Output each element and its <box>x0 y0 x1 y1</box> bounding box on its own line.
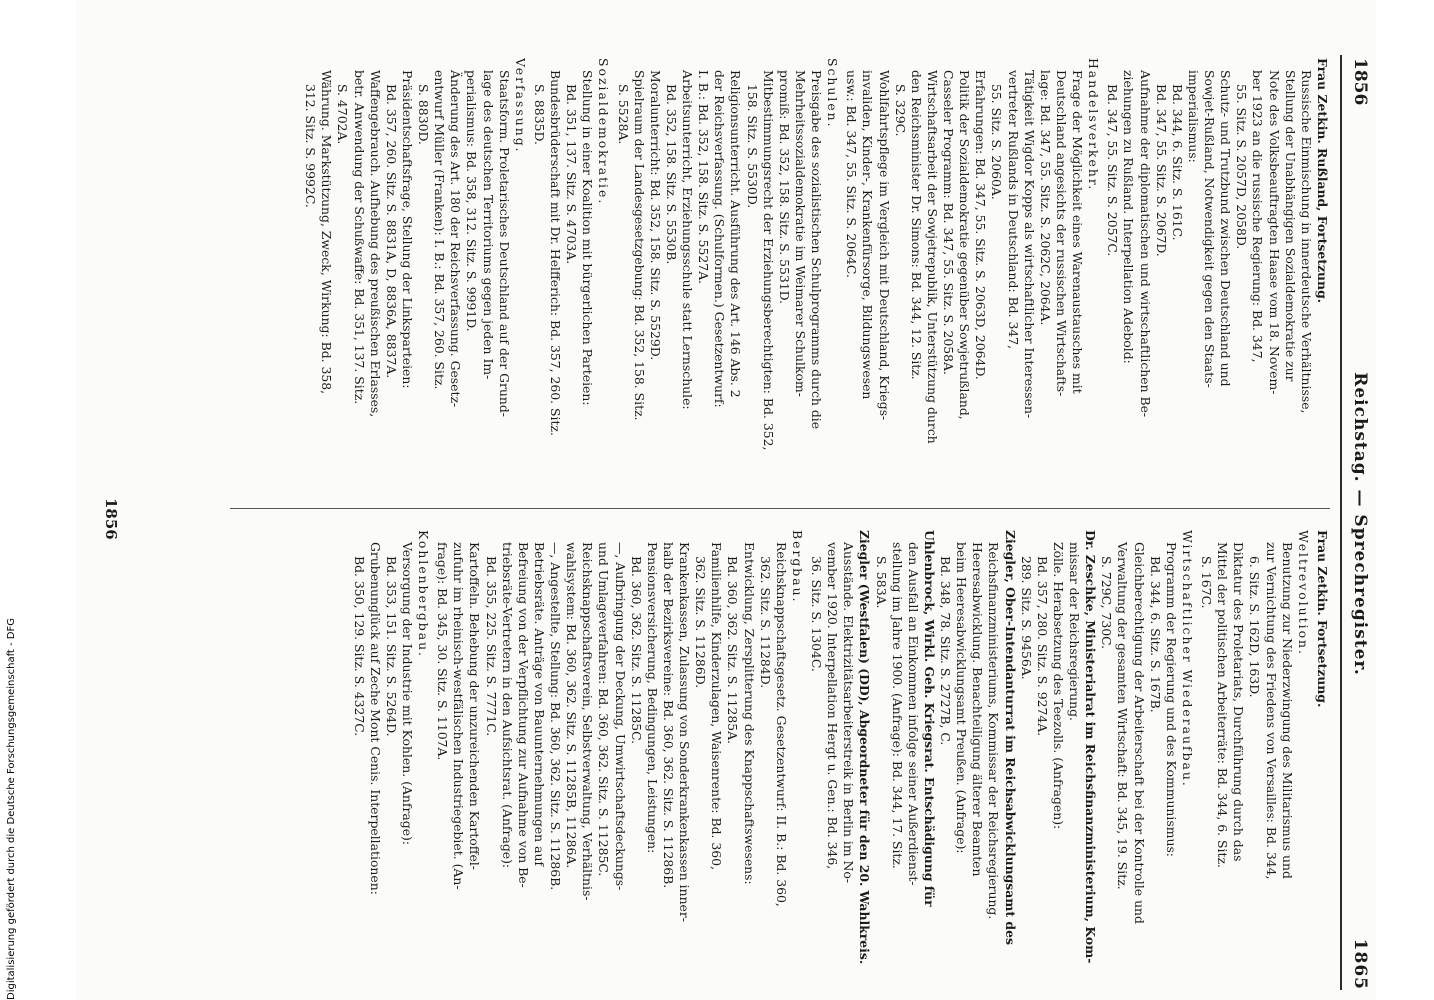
register-line: Casseler Programm: Bd. 347, 55. Sitz. S. 2058A. <box>941 70 957 375</box>
register-line: ber 1923 an die russische Regierung: Bd. 347, <box>1250 70 1266 363</box>
register-line: beim Heeresabwicklungsamt Preußen. (Anfrage): <box>954 542 970 854</box>
register-line: Bundesbrüderschaft mit Dr. Helfferich: Bd. 357, 260. Sitz. <box>548 70 564 436</box>
register-line: Ausstände. Elektrizitätsarbeiterstreik in Berlin im No- <box>841 542 857 884</box>
register-line: Spielraum der Landesgesetzgebung: Bd. 352, 158. Sitz. <box>631 70 647 421</box>
register-line: Reichsfinanzministeriums, Kommissar der Reichsregierung. <box>986 542 1002 920</box>
register-line: der Reichsverfassung. (Schulformen.) Gesetzentwurf: <box>712 70 728 408</box>
register-line: Bd. 350, 129. Sitz. S. 4327C. <box>351 556 367 737</box>
register-line: Grubenunglück auf Zeche Mont Cenis. Interpellationen: <box>367 542 383 895</box>
register-line: Wirtschaftlicher Wiederaufbau. <box>1180 530 1195 788</box>
register-line: Krankenkassen, Zulassung von Sonderkrankenkassen inner- <box>677 542 693 923</box>
register-line: Weltrevolution. <box>1295 530 1311 656</box>
register-line: ziehungen zu Rußland. Interpellation Adebold: <box>1121 70 1137 364</box>
register-line: triebsräte-Vertretern in den Aufsichtsrat. (Anfrage): <box>499 542 515 869</box>
register-line: Uhlenbrock, Wirkl. Geh. Kriegsrat. Entschädigung für <box>922 530 937 907</box>
register-line: Heeresabwicklung. Benachteiligung älterer Beamten <box>970 542 986 877</box>
register-line: den Reichsminister Dr. Simons: Bd. 344, 12. Sitz. <box>908 70 924 380</box>
scanned-page <box>76 0 1376 1000</box>
header-title: Reichstag. — Sprechregister. 1865 <box>1350 372 1370 990</box>
register-line: Bd. 360, 362. Sitz. S. 11285C. <box>628 556 644 745</box>
register-line: I. B.: Bd. 352, 158. Sitz. S. 5527A. <box>696 70 712 285</box>
register-line: Bd. 352, 158. Sitz. S. 5530B. <box>664 84 679 265</box>
register-line: entwurf Müller (Franken): I. B.: Bd. 357, 260. Sitz. <box>432 70 448 390</box>
register-line: lage: Bd. 347, 55. Sitz. S. 2062C, 2064A. <box>1037 70 1053 326</box>
register-line: Bd. 347, 55. Sitz. S. 2057C. <box>1105 84 1121 257</box>
register-line: S. 8830D. <box>416 84 432 145</box>
register-line: Politik der Sozialdemokratie gegenüber Sowjetrußland, <box>957 70 973 420</box>
header-page-number-left: 1856 <box>1350 58 1370 106</box>
register-line: frage): Bd. 345, 30. Sitz. S. 1107A. <box>435 542 451 761</box>
register-line: S. 8835D. <box>532 84 547 145</box>
register-line: Bd. 351, 137. Sitz. S. 4703A. <box>564 84 580 265</box>
register-line: 6. Sitz. S. 162D, 163D. <box>1247 556 1263 698</box>
register-line: Tätigkeit Wigdor Kopps als wirtschaftlicher Interessen- <box>1021 70 1037 419</box>
register-line: Mittel der politischen Arbeiterräte: Bd. 344, 6. Sitz. <box>1215 542 1231 868</box>
register-line: Versorgung der Industrie mit Kohlen. (Anfrage): <box>400 542 415 846</box>
register-line: Aufnahme der diplomatischen und wirtschaftlichen Be- <box>1137 70 1153 418</box>
register-line: missar der Reichsregierung. <box>1067 542 1083 721</box>
register-line: vember 1920. Interpellation Hergt u. Gen.: Bd. 346, <box>825 542 841 870</box>
register-line: Schutz- und Trutzbund zwischen Deutschland und <box>1218 70 1234 387</box>
register-line: Befreiung von der Verpflichtung zur Aufnahme von Be- <box>515 542 531 888</box>
register-line: Bd. 360, 362. Sitz. S. 11285A. <box>725 556 741 745</box>
register-line: wahlsystem: Bd. 360, 362. Sitz. S. 11285B, 11286A. <box>564 542 580 869</box>
register-line: Ziegler (Westfalen) (DD), Abgeordneter für den 20. Wahlkreis. <box>857 530 873 965</box>
register-line: Religionsunterricht. Ausführung des Art. 146 Abs. 2 <box>728 70 744 398</box>
register-line: Bd. 357, 260. Sitz. S. 8831A, D, 8836A, 8837A. <box>383 84 399 379</box>
register-line: 55. Sitz. S. 2057D, 2058D. <box>1234 84 1250 250</box>
register-line: Kartoffeln. Behebung der unzureichenden Kartoffel- <box>467 542 483 870</box>
register-line: 55. Sitz. S. 2060A. <box>989 84 1005 200</box>
register-line: Waffengebrauch. Aufhebung des preußischen Erlasses, <box>367 70 383 418</box>
page-header <box>1344 58 1372 990</box>
register-line: Verwaltung der gesamten Wirtschaft: Bd. 345, 19. Sitz. <box>1115 542 1131 890</box>
footer-page-number: 1856 <box>102 498 120 540</box>
register-line: Bd. 355, 225. Sitz. S. 7771C. <box>483 556 499 737</box>
register-line: S. 167C. <box>1199 556 1215 609</box>
register-line: Bd. 348, 78. Sitz. S. 2727B, C. <box>938 556 954 746</box>
register-line: Programm der Regierung und des Kommunismus: <box>1163 542 1179 857</box>
register-line: Währung. Markstützung, Zweck, Wirkung: Bd. 358, <box>319 70 335 395</box>
register-line: Familienhilfe, Kinderzulagen, Waisenrente: Bd. 360, <box>709 542 725 871</box>
register-line: Benutzung zur Niederzwingung des Militarismus und <box>1279 542 1295 879</box>
register-line: Entwicklung, Zersplitterung des Knappschaftswesens: <box>741 542 757 885</box>
left-column <box>130 58 1330 506</box>
register-line: Sozialdemokratie. <box>596 58 612 206</box>
register-line: imperialismus: <box>1186 70 1201 163</box>
register-line: Wirtschaftsarbeit der Sowjetrepublik, Unterstützung durch <box>925 70 940 444</box>
register-line: Frau Zetkin. Fortsetzung. <box>1315 530 1330 708</box>
register-line: Präsidentschaftsfrage, Stellung der Linksparteien: <box>400 70 415 389</box>
register-line: Kohlenbergbau. <box>416 530 432 658</box>
column-divider <box>230 508 1330 509</box>
register-line: betr. Anwendung der Schußwaffe: Bd. 351, 137. Sitz. <box>351 70 367 405</box>
register-line: S. 729C, 730C. <box>1099 556 1115 650</box>
register-line: Russische Einmischung in innerdeutsche Verhältnisse, <box>1298 70 1314 414</box>
right-column <box>130 530 1330 978</box>
register-line: S. 329C. <box>892 84 908 137</box>
register-line: Reichsknappschaftsgesetz. Gesetzentwurf: II. B.: Bd. 360, <box>773 542 789 907</box>
register-line: Arbeitsunterricht, Erziehungsschule statt Lernschule: <box>680 70 696 410</box>
register-line: Mitbestimmungsrecht der Erziehungsberechtigten: Bd. 352, <box>760 70 776 451</box>
register-line: Diktatur des Proletariats, Durchführung durch das <box>1231 542 1247 862</box>
register-line: Stellung der Unabhängigen Sozialdemokratie zur <box>1282 70 1298 382</box>
register-line: Frau Zetkin. Rußland, Fortsetzung. <box>1315 58 1330 304</box>
register-line: S. 583A. <box>873 556 889 609</box>
header-rule <box>1340 55 1342 990</box>
register-line: Erfahrungen: Bd. 347, 55. Sitz. S. 2063D, 2064D. <box>973 70 989 380</box>
register-line: Bd. 353, 151. Sitz. S. 5264D. <box>383 556 399 737</box>
register-line: 36. Sitz. S. 1304C. <box>809 556 825 672</box>
register-line: 158. Sitz. S. 5530D. <box>744 84 760 209</box>
header-page-number-right: 1865 <box>1350 938 1370 990</box>
register-line: Handelsverkehr. <box>1086 58 1102 192</box>
register-line: zur Vernichtung des Friedens von Versailles: Bd. 344, <box>1263 542 1279 880</box>
register-line: Pensionsversicherung, Bedingungen, Leistungen: <box>644 542 660 854</box>
register-line: Zölle. Herabsetzung des Teezolls. (Anfragen): <box>1051 542 1066 830</box>
register-line: und Umlageverfahren: Bd. 360, 362. Sitz. S. 11285C. <box>596 542 612 877</box>
register-line: Preisgabe des sozialistischen Schulprogramms durch die <box>809 70 825 430</box>
digitization-credit: Digitalisierung gefördert durch die Deutsche Forschungsgemeinschaft - DFG <box>6 617 17 1000</box>
register-line: S. 5528A. <box>615 84 631 145</box>
register-line: Frage der Möglichkeit eines Warenaustausches mit <box>1070 70 1086 394</box>
register-line: zufuhr im rheinisch-westfälischen Industriegebiet. (An- <box>451 542 467 890</box>
register-line: den Ausfall an Einkommen infolge seiner Außerdienst- <box>905 542 921 886</box>
register-line: invaliden, Kinder-, Krankenfürsorge, Bildungswesen <box>860 70 876 400</box>
register-line: promiß: Bd. 352, 158. Sitz. S. 5531D. <box>776 70 792 305</box>
register-line: Verfassung. <box>512 58 528 154</box>
register-line: Betriebsräte. Anträge von Bauunternehmungen auf <box>532 542 547 867</box>
register-line: Bd. 344, 6. Sitz. S. 167B. <box>1147 556 1163 713</box>
register-line: Bd. 347, 55. Sitz. S. 2067D. <box>1153 84 1169 257</box>
register-line: Schulen. <box>825 58 841 129</box>
register-line: Note des Volksbeauftragten Haase vom 18. Novem- <box>1266 70 1282 395</box>
register-line: Änderung des Art. 180 der Reichsverfassung. Gesetz- <box>448 70 464 408</box>
register-line: halb der Bezirksvereine: Bd. 360, 362. Sitz. S. 11286B. <box>661 542 676 889</box>
register-line: 362. Sitz. S. 11286D. <box>693 556 709 689</box>
register-line: Bd. 357, 280. Sitz. S. 9274A. <box>1034 556 1050 737</box>
register-line: 312. Sitz. S. 9992C. <box>303 84 319 208</box>
register-line: 289. Sitz. S. 9456A. <box>1018 556 1034 680</box>
register-line: Dr. Zeschke, Ministerialrat im Reichsfinanzministerium, Kom- <box>1083 530 1099 964</box>
register-line: Stellung in einer Koalition mit bürgerlichen Parteien: <box>580 70 596 406</box>
register-line: vertreter Rußlands in Deutschland: Bd. 347, <box>1005 70 1021 350</box>
register-line: Moralunterricht: Bd. 352, 158. Sitz. S. 5529D. <box>647 70 663 361</box>
register-line: Ziegler, Ober-Intendanturrat im Reichsabwicklungsamt des <box>1002 530 1018 945</box>
register-line: Bd. 344, 6. Sitz. S. 161C. <box>1169 84 1185 241</box>
register-line: S. 4702A. <box>335 84 351 145</box>
register-line: Reichsknappschaftsverein, Selbstverwaltung, Verhältnis- <box>580 542 596 901</box>
register-line: Mehrheitssozialdemokratie im Weimarer Schulkom- <box>793 70 808 397</box>
register-line: Gleichberechtigung der Arbeiterschaft bei der Kontrolle und <box>1131 542 1147 924</box>
register-line: lage des deutschen Territoriums gegen jeden Im- <box>480 70 496 380</box>
register-line: stellung im Jahre 1900. (Anfrage): Bd. 344, 17. Sitz. <box>889 542 905 869</box>
page-footer <box>86 58 126 990</box>
register-line: Deutschland angesichts der russischen Wirtschafts- <box>1054 70 1069 397</box>
register-line: Sowjet-Rußland, Notwendigkeit gegen den Staats- <box>1202 70 1218 388</box>
register-line: perialismus: Bd. 358, 312. Sitz. S. 9991D. <box>464 70 480 332</box>
register-line: —, Aufbringung der Deckung, Umwirtschaftsdeckungs- <box>612 542 628 891</box>
register-line: Staatsform. Proletarisches Deutschland auf der Grund- <box>496 70 512 417</box>
register-line: 362. Sitz. S. 11284D. <box>757 556 773 689</box>
register-line: —, Angestellte, Stellung: Bd. 360, 362. Sitz. S. 11286B. <box>548 542 564 891</box>
register-line: usw.: Bd. 347, 55. Sitz. S. 2064C. <box>844 70 860 278</box>
register-line: Bergbau. <box>790 530 805 604</box>
register-line: Wohlfahrtspflege im Vergleich mit Deutschland, Kriegs- <box>876 70 892 421</box>
